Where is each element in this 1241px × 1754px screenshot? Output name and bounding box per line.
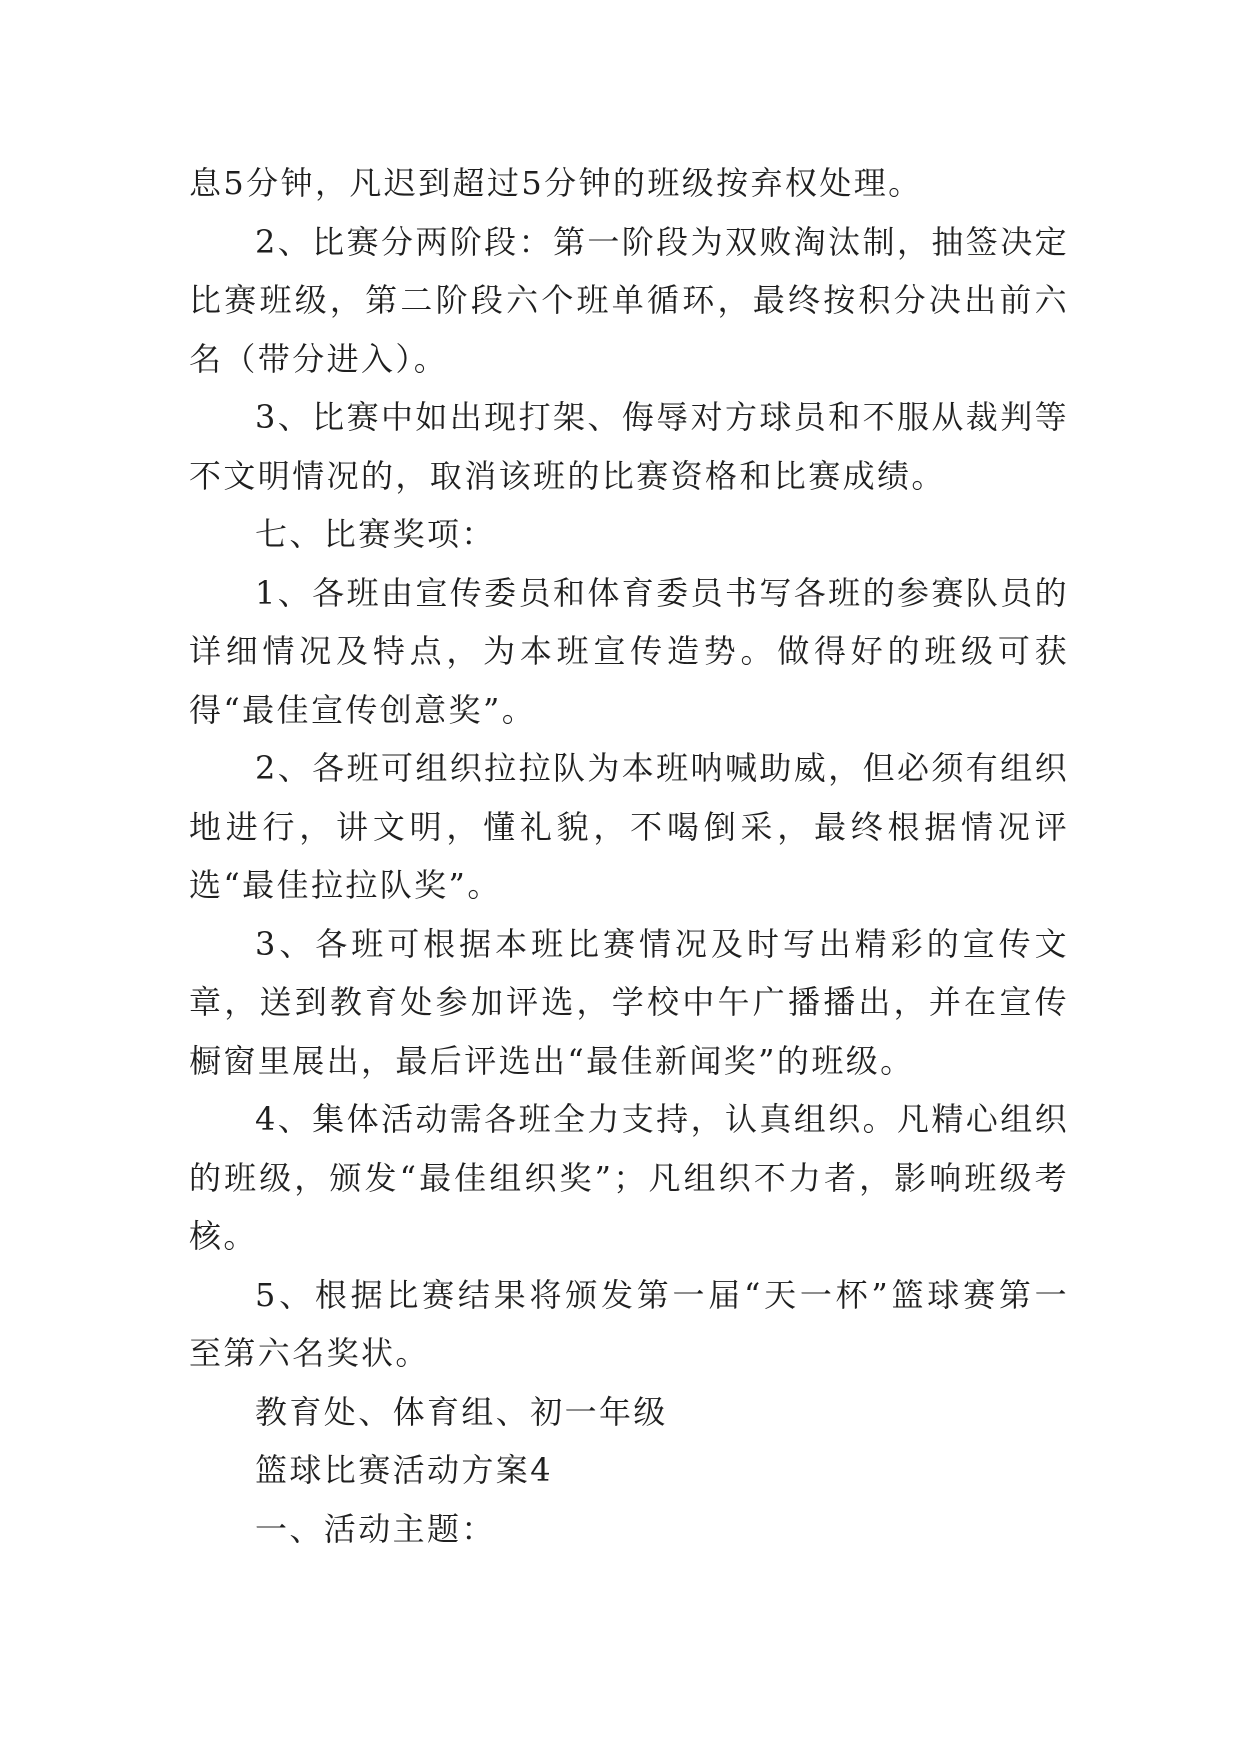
paragraph: 息5分钟，凡迟到超过5分钟的班级按弃权处理。 — [189, 164, 923, 202]
paragraph: 5、根据比赛结果将颁发第一届“天一杯”篮球赛第一至第六名奖状。 — [189, 1275, 1069, 1372]
section-heading: 七、比赛奖项： — [255, 515, 496, 553]
paragraph: 2、各班可组织拉拉队为本班呐喊助威，但必须有组织地进行，讲文明，懂礼貌，不喝倒采，最终根据情况评选“最佳拉拉队奖”。 — [189, 749, 1069, 904]
document-body — [189, 154, 1069, 1558]
paragraph: 4、集体活动需各班全力支持，认真组织。凡精心组织的班级，颁发“最佳组织奖”；凡组织不力者，影响班级考核。 — [189, 1100, 1069, 1255]
document-subtitle: 篮球比赛活动方案4 — [255, 1451, 553, 1489]
paragraph: 2、比赛分两阶段：第一阶段为双败淘汰制，抽签决定比赛班级，第二阶段六个班单循环，最终按积分决出前六名（带分进入）。 — [189, 222, 1069, 378]
paragraph: 3、比赛中如出现打架、侮辱对方球员和不服从裁判等不文明情况的，取消该班的比赛资格和比赛成绩。 — [189, 398, 1069, 495]
section-heading: 一、活动主题： — [255, 1509, 496, 1548]
paragraph: 3、各班可根据本班比赛情况及时写出精彩的宣传文章，送到教育处参加评选，学校中午广播播出，并在宣传橱窗里展出，最后评选出“最佳新闻奖”的班级。 — [189, 924, 1069, 1080]
signature-line: 教育处、体育组、初一年级 — [255, 1392, 668, 1431]
paragraph: 1、各班由宣传委员和体育委员书写各班的参赛队员的详细情况及特点，为本班宣传造势。做得好的班级可获得“最佳宣传创意奖”。 — [189, 573, 1069, 729]
